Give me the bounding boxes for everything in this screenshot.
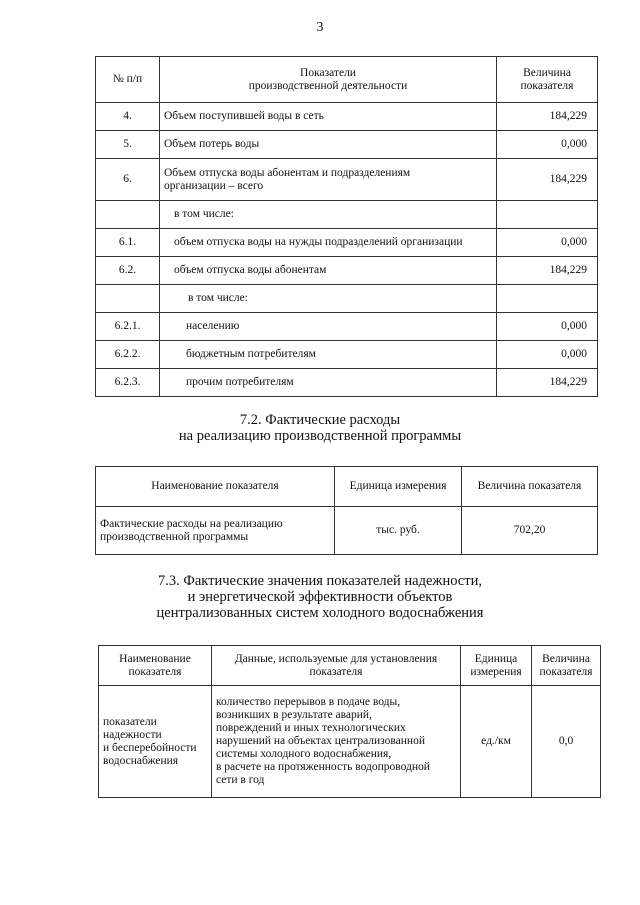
- row-label: Объем поступившей воды в сеть: [160, 103, 497, 131]
- row-value: 0,0: [532, 686, 601, 798]
- table-row: [96, 285, 598, 313]
- row-label: бюджетным потребителям: [160, 341, 497, 369]
- page-number: 3: [316, 20, 324, 35]
- header-value: Величина показателя: [497, 57, 598, 103]
- section-title-line: на реализацию производственной программы: [178, 428, 462, 444]
- section-title-line: 7.2. Фактические расходы: [239, 412, 401, 428]
- table-row: [96, 507, 598, 555]
- header-num: № п/п: [96, 57, 160, 103]
- row-num: 6.: [96, 159, 160, 201]
- row-label: прочим потребителям: [160, 369, 497, 397]
- row-label: в том числе:: [160, 201, 497, 229]
- row-value: 702,20: [462, 507, 598, 555]
- header-value: Величина показателя: [532, 646, 601, 686]
- production-indicators-table: [95, 56, 598, 397]
- row-num: 6.2.: [96, 257, 160, 285]
- reliability-indicators-table: [98, 645, 601, 798]
- header-value: Величина показателя: [462, 467, 598, 507]
- header-name: Наименование показателя: [96, 467, 335, 507]
- row-value: 0,000: [497, 131, 598, 159]
- header-indicator: Показатели производственной деятельности: [160, 57, 497, 103]
- header-unit: Единица измерения: [461, 646, 532, 686]
- row-label: объем отпуска воды на нужды подразделений организации: [160, 229, 497, 257]
- section-title-line: 7.3. Фактические значения показателей надежности,: [158, 573, 482, 589]
- table-row: [96, 313, 598, 341]
- row-unit: ед./км: [461, 686, 532, 798]
- row-value: [497, 201, 598, 229]
- header-data: Данные, используемые для установления показателя: [212, 646, 461, 686]
- actual-expenses-table: [95, 466, 598, 555]
- row-name: показатели надежности и бесперебойности водоснабжения: [99, 686, 212, 798]
- row-value: 0,000: [497, 313, 598, 341]
- table-row: [96, 131, 598, 159]
- row-label: в том числе:: [160, 285, 497, 313]
- row-unit: тыс. руб.: [335, 507, 462, 555]
- row-value: 184,229: [497, 257, 598, 285]
- header-unit: Единица измерения: [335, 467, 462, 507]
- row-num: [96, 201, 160, 229]
- row-value: 0,000: [497, 341, 598, 369]
- table-row: [99, 686, 601, 798]
- row-value: 184,229: [497, 103, 598, 131]
- row-value: 0,000: [497, 229, 598, 257]
- row-label: Объем отпуска воды абонентам и подразделениям организации – всего: [160, 159, 497, 201]
- row-num: 6.1.: [96, 229, 160, 257]
- section-title-actual-expenses: [0, 412, 640, 444]
- row-label: объем отпуска воды абонентам: [160, 257, 497, 285]
- row-num: 6.2.1.: [96, 313, 160, 341]
- row-num: [96, 285, 160, 313]
- table-header-row: [96, 467, 598, 507]
- row-num: 5.: [96, 131, 160, 159]
- row-num: 6.2.2.: [96, 341, 160, 369]
- table-row: [96, 229, 598, 257]
- row-label: населению: [160, 313, 497, 341]
- row-num: 4.: [96, 103, 160, 131]
- table-row: [96, 369, 598, 397]
- row-value: 184,229: [497, 159, 598, 201]
- table-header-row: [96, 57, 598, 103]
- row-value: 184,229: [497, 369, 598, 397]
- section-title-line: централизованных систем холодного водоснабжения: [156, 605, 484, 621]
- table-row: [96, 159, 598, 201]
- table-row: [96, 201, 598, 229]
- section-title-reliability: [0, 573, 640, 621]
- row-value: [497, 285, 598, 313]
- row-name: Фактические расходы на реализацию производственной программы: [96, 507, 335, 555]
- table-header-row: [99, 646, 601, 686]
- row-label: Объем потерь воды: [160, 131, 497, 159]
- header-name: Наименование показателя: [99, 646, 212, 686]
- table-row: [96, 341, 598, 369]
- table-row: [96, 257, 598, 285]
- table-row: [96, 103, 598, 131]
- row-data: количество перерывов в подаче воды, возникших в результате аварий, повреждений и иных технологических нарушений на объектах централизованной системы холодного водоснабжения, в расчете на протяженность водопроводной сети в год: [212, 686, 461, 798]
- section-title-line: и энергетической эффективности объектов: [187, 589, 453, 605]
- row-num: 6.2.3.: [96, 369, 160, 397]
